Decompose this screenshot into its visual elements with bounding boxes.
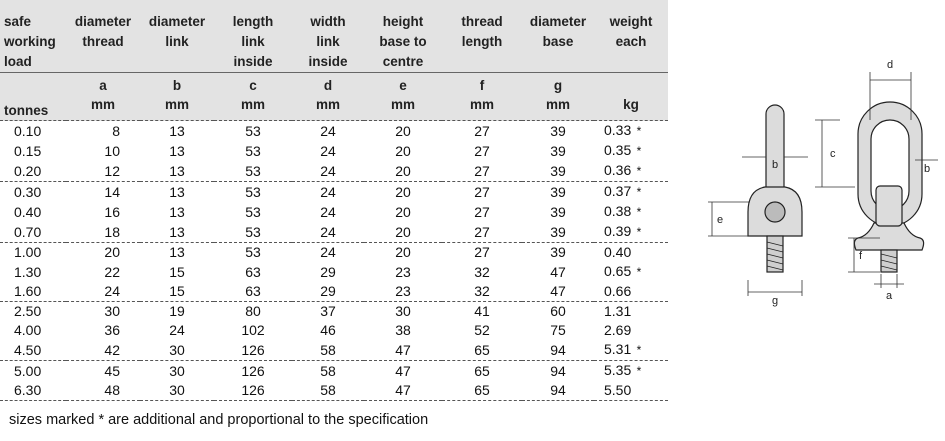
header-line: width xyxy=(310,14,346,29)
cell-a: 24 xyxy=(104,283,120,299)
column-unit: mm xyxy=(469,97,494,112)
weight-value: 0.37 xyxy=(604,183,632,199)
cell-f: 41 xyxy=(442,302,522,322)
cell-e: 38 xyxy=(395,322,411,338)
cell-d: 58 xyxy=(292,361,364,382)
dim-b-front-label: b xyxy=(924,163,931,175)
weight-value: 5.35 xyxy=(604,362,632,378)
header-line: weight xyxy=(609,14,653,29)
cell-w xyxy=(594,340,668,361)
cell-c: 63 xyxy=(245,283,261,299)
cell-swl: 1.30 xyxy=(14,263,42,280)
weight-value: 0.39 xyxy=(604,223,632,239)
front-view xyxy=(854,102,923,272)
cell-swl: 5.00 xyxy=(0,361,66,382)
unit-cell-f xyxy=(442,73,522,121)
cell-d: 37 xyxy=(292,302,364,322)
header-line: link xyxy=(316,34,340,49)
cell-f: 27 xyxy=(442,182,522,203)
unit-cell-swl xyxy=(0,73,66,121)
cell-w xyxy=(594,282,668,302)
cell-d: 24 xyxy=(320,203,336,220)
header-row xyxy=(0,0,668,73)
cell-f: 27 xyxy=(474,223,490,240)
cell-swl: 6.30 xyxy=(0,381,66,401)
cell-f: 52 xyxy=(474,322,490,338)
cell-d: 24 xyxy=(292,182,364,203)
cell-b: 19 xyxy=(140,302,214,322)
cell-f: 27 xyxy=(442,121,522,142)
header-line: length xyxy=(232,14,274,29)
table-body xyxy=(0,121,668,401)
column-letter: f xyxy=(479,78,485,93)
column-header-w xyxy=(594,0,668,73)
cell-swl: 0.15 xyxy=(14,142,42,159)
cell-w xyxy=(594,302,668,322)
table-row xyxy=(0,202,668,222)
column-unit: mm xyxy=(545,97,570,112)
cell-f: 65 xyxy=(442,381,522,401)
column-letter: a xyxy=(99,78,107,93)
column-unit: mm xyxy=(90,97,115,112)
header-line: base xyxy=(542,34,574,49)
cell-c: 53 xyxy=(245,162,261,179)
header-line: inside xyxy=(233,54,273,69)
table-row xyxy=(0,340,668,361)
cell-w xyxy=(594,262,668,282)
weight-value: 5.50 xyxy=(604,382,632,398)
cell-f: 65 xyxy=(442,361,522,382)
cell-w xyxy=(594,182,668,203)
cell-e: 20 xyxy=(364,182,442,203)
table-row xyxy=(0,121,668,142)
header-line: inside xyxy=(308,54,348,69)
cell-b: 15 xyxy=(169,263,185,280)
cell-e: 20 xyxy=(395,223,411,240)
cell-c: 126 xyxy=(214,361,292,382)
cell-c: 53 xyxy=(214,121,292,142)
column-unit: tonnes xyxy=(4,103,49,118)
cell-swl: 0.40 xyxy=(14,203,42,220)
dim-c-label: c xyxy=(830,148,836,160)
cell-swl: 1.60 xyxy=(14,283,42,299)
weight-value: 0.66 xyxy=(604,283,632,299)
unit-cell-c xyxy=(214,73,292,121)
cell-a: 14 xyxy=(66,182,140,203)
unit-cell-b xyxy=(140,73,214,121)
cell-f: 65 xyxy=(474,341,490,358)
side-view xyxy=(748,105,802,272)
column-unit: mm xyxy=(240,97,265,112)
header-line: each xyxy=(615,34,647,49)
side-base-hole xyxy=(765,202,785,222)
cell-b: 13 xyxy=(140,121,214,142)
additional-size-marker: * xyxy=(636,364,642,378)
table-row xyxy=(0,141,668,161)
cell-g: 75 xyxy=(550,322,566,338)
table-row xyxy=(0,161,668,182)
cell-a: 12 xyxy=(104,162,120,179)
unit-cell-d xyxy=(292,73,364,121)
weight-value: 0.38 xyxy=(604,203,632,219)
cell-a: 16 xyxy=(104,203,120,220)
cell-a: 48 xyxy=(66,381,140,401)
cell-b: 13 xyxy=(140,182,214,203)
cell-w xyxy=(594,361,668,382)
cell-g: 94 xyxy=(550,341,566,358)
cell-c: 53 xyxy=(214,243,292,263)
front-neck xyxy=(876,186,902,226)
column-header-c xyxy=(214,0,292,73)
cell-a: 30 xyxy=(66,302,140,322)
cell-e: 47 xyxy=(395,341,411,358)
cell-g: 39 xyxy=(522,243,594,263)
column-header-b xyxy=(140,0,214,73)
header-line: thread xyxy=(461,14,503,29)
cell-e: 20 xyxy=(395,162,411,179)
cell-e: 47 xyxy=(364,381,442,401)
weight-value: 1.31 xyxy=(604,303,632,319)
cell-w xyxy=(594,141,668,161)
cell-d: 58 xyxy=(320,341,336,358)
cell-c: 126 xyxy=(241,341,265,358)
dim-d-label: d xyxy=(887,59,894,71)
cell-b: 30 xyxy=(169,341,185,358)
cell-d: 46 xyxy=(320,322,336,338)
weight-value: 0.65 xyxy=(604,263,632,279)
cell-b: 13 xyxy=(169,142,185,159)
cell-e: 47 xyxy=(364,361,442,382)
cell-e: 20 xyxy=(395,142,411,159)
header-line: link xyxy=(241,34,265,49)
dim-a-label: a xyxy=(886,290,893,302)
cell-a: 45 xyxy=(66,361,140,382)
cell-w xyxy=(594,222,668,243)
header-line: length xyxy=(461,34,503,49)
unit-cell-w xyxy=(594,73,668,121)
table-row xyxy=(0,262,668,282)
additional-size-marker: * xyxy=(636,124,642,138)
header-line: working xyxy=(4,34,56,49)
weight-value: 0.35 xyxy=(604,142,632,158)
table-row xyxy=(0,222,668,243)
cell-d: 24 xyxy=(320,223,336,240)
table-row xyxy=(0,243,668,263)
column-header-e xyxy=(364,0,442,73)
additional-size-marker: * xyxy=(636,144,642,158)
column-letter: c xyxy=(249,78,257,93)
cell-g: 39 xyxy=(550,142,566,159)
dim-f-label: f xyxy=(859,250,863,262)
weight-value: 0.33 xyxy=(604,122,632,138)
cell-swl: 0.70 xyxy=(14,223,42,240)
column-letter: g xyxy=(553,78,563,93)
cell-c: 53 xyxy=(214,182,292,203)
column-letter: d xyxy=(323,78,333,93)
cell-f: 27 xyxy=(474,142,490,159)
table-row xyxy=(0,282,668,302)
additional-size-marker: * xyxy=(636,343,642,357)
cell-w xyxy=(594,243,668,263)
column-unit: mm xyxy=(164,97,189,112)
cell-e: 20 xyxy=(364,121,442,142)
cell-g: 39 xyxy=(522,182,594,203)
additional-size-marker: * xyxy=(636,185,642,199)
header-line: diameter xyxy=(74,14,132,29)
header-line: safe xyxy=(4,14,32,29)
cell-c: 102 xyxy=(241,322,265,338)
header-line: thread xyxy=(82,34,124,49)
cell-d: 24 xyxy=(292,243,364,263)
header-line: diameter xyxy=(529,14,587,29)
cell-f: 32 xyxy=(474,283,490,299)
additional-size-marker: * xyxy=(636,265,642,279)
cell-f: 32 xyxy=(474,263,490,280)
weight-value: 0.36 xyxy=(604,162,632,178)
cell-b: 24 xyxy=(169,322,185,338)
dim-g-label: g xyxy=(772,295,779,307)
units-row xyxy=(0,73,668,121)
cell-b: 30 xyxy=(140,381,214,401)
cell-a: 22 xyxy=(104,263,120,280)
cell-c: 53 xyxy=(245,203,261,220)
cell-c: 63 xyxy=(245,263,261,280)
unit-cell-g xyxy=(522,73,594,121)
cell-a: 36 xyxy=(104,322,120,338)
cell-swl: 4.50 xyxy=(14,341,42,358)
cell-g: 39 xyxy=(522,121,594,142)
table-row xyxy=(0,361,668,382)
column-letter: e xyxy=(399,78,407,93)
cell-g: 94 xyxy=(522,381,594,401)
cell-d: 29 xyxy=(320,263,336,280)
eyebolt-diagram xyxy=(690,40,940,310)
cell-d: 24 xyxy=(320,142,336,159)
column-header-g xyxy=(522,0,594,73)
cell-f: 27 xyxy=(474,203,490,220)
cell-b: 30 xyxy=(140,361,214,382)
column-header-f xyxy=(442,0,522,73)
cell-d: 58 xyxy=(292,381,364,401)
cell-swl: 0.30 xyxy=(0,182,66,203)
additional-size-marker: * xyxy=(636,225,642,239)
cell-g: 60 xyxy=(522,302,594,322)
cell-swl: 0.10 xyxy=(0,121,66,142)
cell-c: 53 xyxy=(245,223,261,240)
column-header-d xyxy=(292,0,364,73)
table-row xyxy=(0,321,668,340)
cell-g: 39 xyxy=(550,223,566,240)
cell-b: 13 xyxy=(169,203,185,220)
header-line: base to xyxy=(379,34,427,49)
front-base xyxy=(854,223,923,250)
footnote: sizes marked * are additional and proportional to the specification xyxy=(9,412,429,428)
cell-e: 30 xyxy=(364,302,442,322)
cell-f: 27 xyxy=(442,243,522,263)
cell-g: 94 xyxy=(522,361,594,382)
cell-c: 126 xyxy=(214,381,292,401)
cell-swl: 4.00 xyxy=(14,322,42,338)
cell-w xyxy=(594,202,668,222)
cell-g: 47 xyxy=(550,283,566,299)
column-unit: mm xyxy=(315,97,340,112)
cell-w xyxy=(594,121,668,142)
column-header-a xyxy=(66,0,140,73)
cell-a: 8 xyxy=(66,121,140,142)
cell-e: 20 xyxy=(364,243,442,263)
cell-g: 39 xyxy=(550,162,566,179)
cell-b: 13 xyxy=(169,162,185,179)
weight-value: 0.40 xyxy=(604,244,632,260)
cell-a: 42 xyxy=(104,341,120,358)
cell-g: 47 xyxy=(550,263,566,280)
cell-d: 24 xyxy=(320,162,336,179)
header-line: link xyxy=(165,34,189,49)
column-letter: b xyxy=(172,78,182,93)
cell-c: 53 xyxy=(245,142,261,159)
table-row xyxy=(0,302,668,322)
cell-swl: 1.00 xyxy=(0,243,66,263)
cell-c: 80 xyxy=(214,302,292,322)
header-line: load xyxy=(4,54,32,69)
additional-size-marker: * xyxy=(636,205,642,219)
table-row xyxy=(0,182,668,203)
cell-f: 27 xyxy=(474,162,490,179)
cell-a: 10 xyxy=(104,142,120,159)
cell-e: 20 xyxy=(395,203,411,220)
cell-g: 39 xyxy=(550,203,566,220)
unit-cell-a xyxy=(66,73,140,121)
cell-w xyxy=(594,381,668,401)
cell-d: 24 xyxy=(292,121,364,142)
cell-e: 23 xyxy=(395,283,411,299)
cell-d: 29 xyxy=(320,283,336,299)
additional-size-marker: * xyxy=(636,164,642,178)
dim-b-side-label: b xyxy=(772,159,779,171)
table-row xyxy=(0,381,668,401)
header-line: diameter xyxy=(148,14,206,29)
column-unit: mm xyxy=(390,97,415,112)
header-line: centre xyxy=(382,54,424,69)
column-unit: kg xyxy=(623,97,639,112)
weight-value: 2.69 xyxy=(604,322,632,338)
cell-swl: 2.50 xyxy=(0,302,66,322)
cell-a: 18 xyxy=(104,223,120,240)
cell-e: 23 xyxy=(395,263,411,280)
cell-b: 13 xyxy=(169,223,185,240)
cell-b: 15 xyxy=(169,283,185,299)
column-header-swl xyxy=(0,0,66,73)
cell-a: 20 xyxy=(66,243,140,263)
unit-cell-e xyxy=(364,73,442,121)
header-line: height xyxy=(382,14,424,29)
cell-w xyxy=(594,161,668,182)
cell-swl: 0.20 xyxy=(14,162,42,179)
weight-value: 5.31 xyxy=(604,341,632,357)
cell-w xyxy=(594,321,668,340)
dim-e-label: e xyxy=(717,214,724,226)
cell-b: 13 xyxy=(140,243,214,263)
